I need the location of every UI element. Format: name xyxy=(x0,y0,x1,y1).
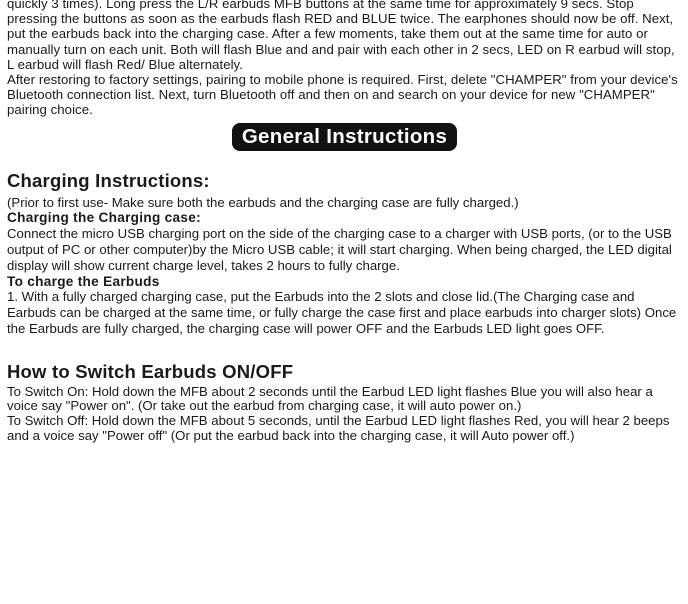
charging-case-heading: Charging the Charging case: xyxy=(7,210,201,226)
charging-case-text: Connect the micro USB charging port on the side of the charging case to a charger with USB ports, (or to the USB output of PC or other computer)by the Micro USB cable; it will start charging. When being charged, the LED digital display will show current charge level, takes 2 hours to fully charge. xyxy=(7,226,672,273)
switch-on-text: To Switch On: Hold down the MFB about 2 seconds until the Earbud LED light flashes Blue you will also hear a voice say "Power on". (Or take out the earbud from charging case, it will auto power on.) xyxy=(7,383,653,414)
charge-earbuds-heading: To charge the Earbuds xyxy=(7,273,160,289)
switch-on-off-title: How to Switch Earbuds ON/OFF xyxy=(7,360,294,382)
intro-paragraph-pairing: After restoring to factory settings, pairing to mobile phone is required. First, delete "CHAMPER" from your device's Bluetooth connection list. Next, turn Bluetooth off and then on and search on your device for new "CHAMPER" pairing choice. xyxy=(7,72,678,118)
intro-paragraph-reset: quickly 3 times). Long press the L/R earbuds MFB buttons at the same time for approximately 9 secs. Stop pressing the buttons as soon as the earbuds flash RED and BLUE twice. The earphones should now be off. Next, put the earbuds back into the charging case. After a few moments, take them out at the same time for auto or manually turn on each unit. Both will flash Blue and and pair with each other in 2 secs, LED on R earbud will stop, L earbud will flash Red/ Blue alternately. xyxy=(7,0,675,72)
charging-prior-note: (Prior to first use- Make sure both the earbuds and the charging case are fully charged.) xyxy=(7,194,519,210)
charge-earbuds-text: 1. With a fully charged charging case, put the Earbuds into the 2 slots and close lid.(The Charging case and Earbuds can be charged at the same time, or fully charge the case first and place earbuds into charger slots) Once the Earbuds are fully charged, the charging case will power OFF and the Earbuds LED light goes OFF. xyxy=(7,289,677,336)
banner-title: General Instructions xyxy=(232,123,457,151)
general-instructions-banner xyxy=(7,123,682,153)
intro-section xyxy=(7,0,682,118)
charging-instructions-title: Charging Instructions: xyxy=(7,169,210,191)
switch-off-text: To Switch Off: Hold down the MFB about 5 seconds, until the Earbud LED light flashes Red, you will hear 2 beeps and a voice say "Power off" (Or put the earbud back into the charging case, it will Auto power off.) xyxy=(7,412,670,443)
